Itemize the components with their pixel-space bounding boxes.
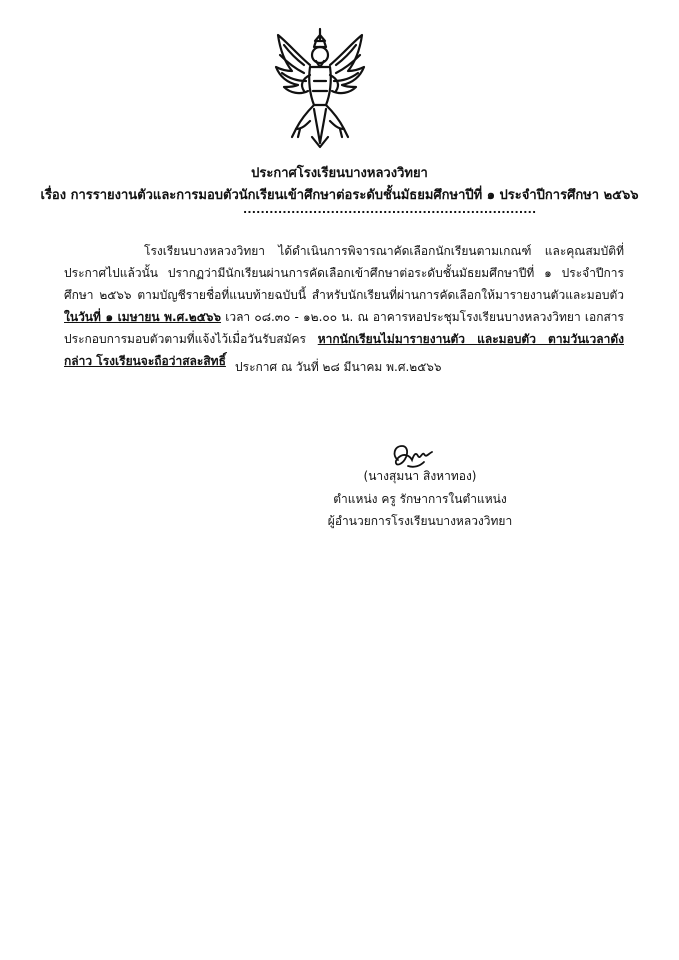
signer-role: ผู้อำนวยการโรงเรียนบางหลวงวิทยา — [327, 514, 513, 528]
forfeit-warning-emphasis: หากนักเรียนไม่มารายงานตัว และมอบตัว ตามวันเวลาดังกล่าว โรงเรียนจะถือว่าสละสิทธิ์ — [64, 332, 624, 368]
report-date-emphasis: ในวันที่ ๑ เมษายน พ.ศ.๒๕๖๖ — [64, 310, 222, 324]
body-text-part-2: เวลา ๐๘.๓๐ - ๑๒.๐๐ น. ณ อาคารหอประชุมโรงเรียนบางหลวงวิทยา เอกสารประกอบการมอบตัวตามที่แจ้งไว้เมื่อวันรับสมัคร — [64, 310, 624, 346]
body-text-part-1: โรงเรียนบางหลวงวิทยา ได้ดำเนินการพิจารณาคัดเลือกนักเรียนตามเกณฑ์ และคุณสมบัติที่ประกาศไปแล้วนั้น ปรากฏว่ามีนักเรียนผ่านการคัดเลือกเข้าศึกษาต่อระดับชั้นมัธยมศึกษาปีที่ ๑ ประจำปีการศึกษา ๒๕๖๖ ตามบัญชีรายชื่อที่แนบท้ายฉบับนี้ สำหรับนักเรียนที่ผ่านการคัดเลือกให้มารายงานตัวและมอบตัว — [64, 244, 624, 302]
announcement-subject: เรื่อง การรายงานตัวและการมอบตัวนักเรียนเข้าศึกษาต่อระดับชั้นมัธยมศึกษาปีที่ ๑ ประจำปีการศึกษา ๒๕๖๖ — [40, 188, 639, 203]
garuda-emblem-icon — [270, 25, 370, 150]
announcement-body — [64, 240, 624, 372]
announcement-date: ประกาศ ณ วันที่ ๒๘ มีนาคม พ.ศ.๒๕๖๖ — [235, 360, 442, 374]
title-divider: ................................................................... — [243, 203, 537, 216]
announcement-title: ประกาศโรงเรียนบางหลวงวิทยา — [251, 166, 428, 181]
signer-name: (นางสุมนา สิงหาทอง) — [363, 469, 477, 483]
signer-position: ตำแหน่ง ครู รักษาการในตำแหน่ง — [333, 492, 507, 506]
